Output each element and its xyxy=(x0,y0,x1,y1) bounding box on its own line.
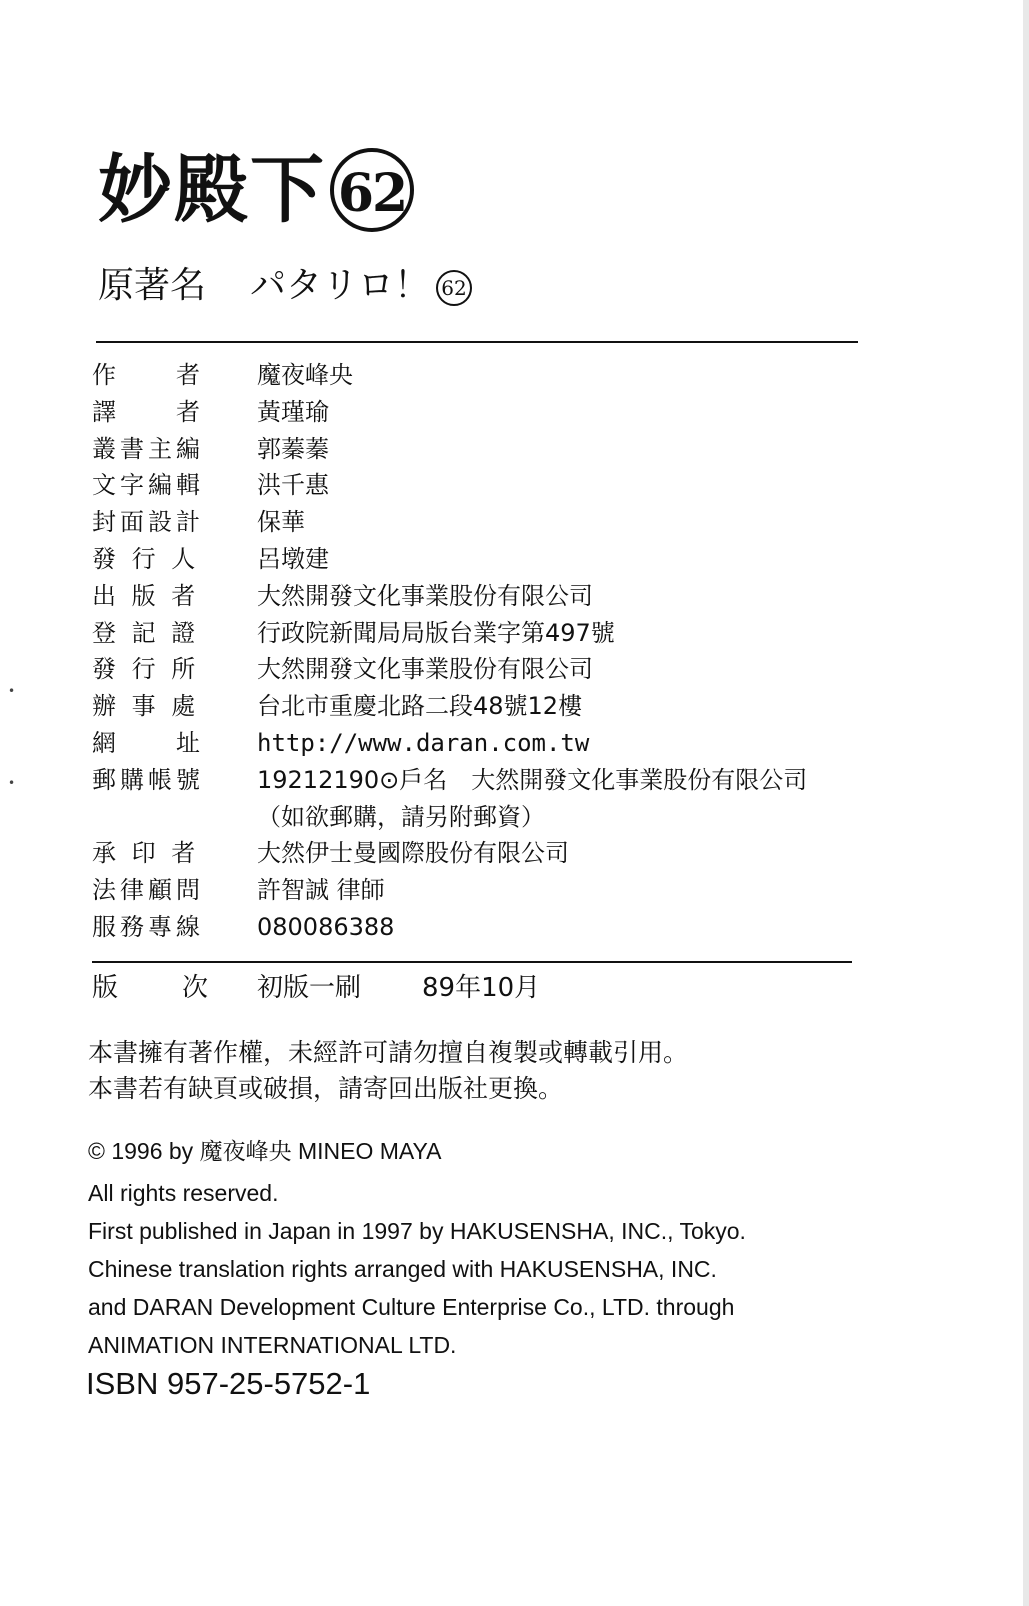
credit-value: 行政院新聞局局版台業字第497號 xyxy=(257,618,615,647)
original-title-name: パタリロ！ xyxy=(250,265,431,306)
credit-row xyxy=(92,504,882,541)
notice-line: 本書若有缺頁或破損，請寄回出版社更換。 xyxy=(88,1074,564,1103)
credit-row xyxy=(92,872,882,909)
credit-row xyxy=(92,688,882,725)
credit-label: 發 行 人 xyxy=(92,544,200,573)
original-volume-circled: 62 xyxy=(436,270,472,306)
credit-label xyxy=(92,799,257,836)
credit-label: 叢書主編 xyxy=(92,434,204,463)
title-text: 妙殿下 xyxy=(98,147,326,233)
isbn: ISBN 957-25-5752-1 xyxy=(86,1366,371,1401)
page-edge xyxy=(1023,0,1029,1606)
credit-row xyxy=(92,835,882,872)
credit-value: 郭蓁蓁 xyxy=(257,434,329,463)
credit-value: 大然開發文化事業股份有限公司 xyxy=(257,655,593,684)
credit-value: 黃瑾瑜 xyxy=(257,397,329,426)
copyright-notice xyxy=(88,1035,688,1107)
scan-speck: • xyxy=(8,776,16,790)
credit-row xyxy=(92,651,882,688)
credit-row xyxy=(92,431,882,468)
english-line: All rights reserved. xyxy=(88,1180,279,1206)
credit-label: 文字編輯 xyxy=(92,471,204,500)
english-line: and DARAN Development Culture Enterprise Co., LTD. through xyxy=(88,1294,735,1320)
edition-label: 版 次 xyxy=(92,973,213,1003)
credit-row xyxy=(92,467,882,504)
edition-row xyxy=(92,970,540,1006)
book-title xyxy=(98,145,414,238)
credit-row xyxy=(92,725,882,762)
credit-label: 出 版 者 xyxy=(92,581,200,610)
divider-middle xyxy=(92,961,852,963)
credit-value: 大然伊士曼國際股份有限公司 xyxy=(257,839,569,868)
scan-speck: • xyxy=(8,684,16,698)
credit-label: 法律顧問 xyxy=(92,876,204,905)
credit-value: （如欲郵購，請另附郵資） xyxy=(257,802,545,831)
english-line: © 1996 by 魔夜峰央 MINEO MAYA xyxy=(88,1138,442,1164)
notice-line: 本書擁有著作權，未經許可請勿擅自複製或轉載引用。 xyxy=(88,1038,689,1067)
edition-printing: 初版一刷 xyxy=(257,973,362,1003)
credit-label: 網 址 xyxy=(92,728,204,757)
credit-row xyxy=(92,541,882,578)
credit-label: 辦 事 處 xyxy=(92,692,200,721)
credit-row xyxy=(92,578,882,615)
credit-label: 作 者 xyxy=(92,361,204,389)
credit-row xyxy=(92,357,882,394)
credit-value: 19212190⊙戶名 大然開發文化事業股份有限公司 xyxy=(257,765,808,794)
original-title xyxy=(98,262,472,310)
edition-date: 89年10月 xyxy=(422,973,541,1003)
credit-label: 譯 者 xyxy=(92,397,204,426)
credit-value: 大然開發文化事業股份有限公司 xyxy=(257,581,593,610)
english-credits xyxy=(88,1132,746,1364)
credit-label: 服務專線 xyxy=(92,912,204,941)
credit-row xyxy=(92,909,882,946)
credit-row xyxy=(92,394,882,431)
english-line: First published in Japan in 1997 by HAKUSENSHA, INC., Tokyo. xyxy=(88,1218,746,1244)
volume-number-circled: 62 xyxy=(330,148,414,232)
credit-label: 登 記 證 xyxy=(92,618,200,647)
credit-value: 080086388 xyxy=(257,912,395,941)
divider-top xyxy=(96,341,858,343)
credit-row xyxy=(92,799,882,836)
english-line: Chinese translation rights arranged with HAKUSENSHA, INC. xyxy=(88,1256,717,1282)
credits-table xyxy=(92,357,882,946)
credit-label: 承 印 者 xyxy=(92,839,200,868)
credit-value: 保華 xyxy=(257,508,305,537)
credit-value: 許智誠 律師 xyxy=(257,876,385,905)
credit-label: 封面設計 xyxy=(92,508,204,537)
credit-row xyxy=(92,615,882,652)
credit-label: 發 行 所 xyxy=(92,655,200,684)
original-title-label: 原著名 xyxy=(98,265,207,306)
credit-value: 呂墩建 xyxy=(257,544,329,573)
credit-value: 台北市重慶北路二段48號12樓 xyxy=(257,692,583,721)
credit-value: 魔夜峰央 xyxy=(257,361,353,389)
credit-label: 郵購帳號 xyxy=(92,765,204,794)
credit-row xyxy=(92,762,882,799)
english-line: ANIMATION INTERNATIONAL LTD. xyxy=(88,1332,457,1358)
credit-value: 洪千惠 xyxy=(257,471,329,500)
website-url[interactable]: http://www.daran.com.tw xyxy=(257,728,590,757)
